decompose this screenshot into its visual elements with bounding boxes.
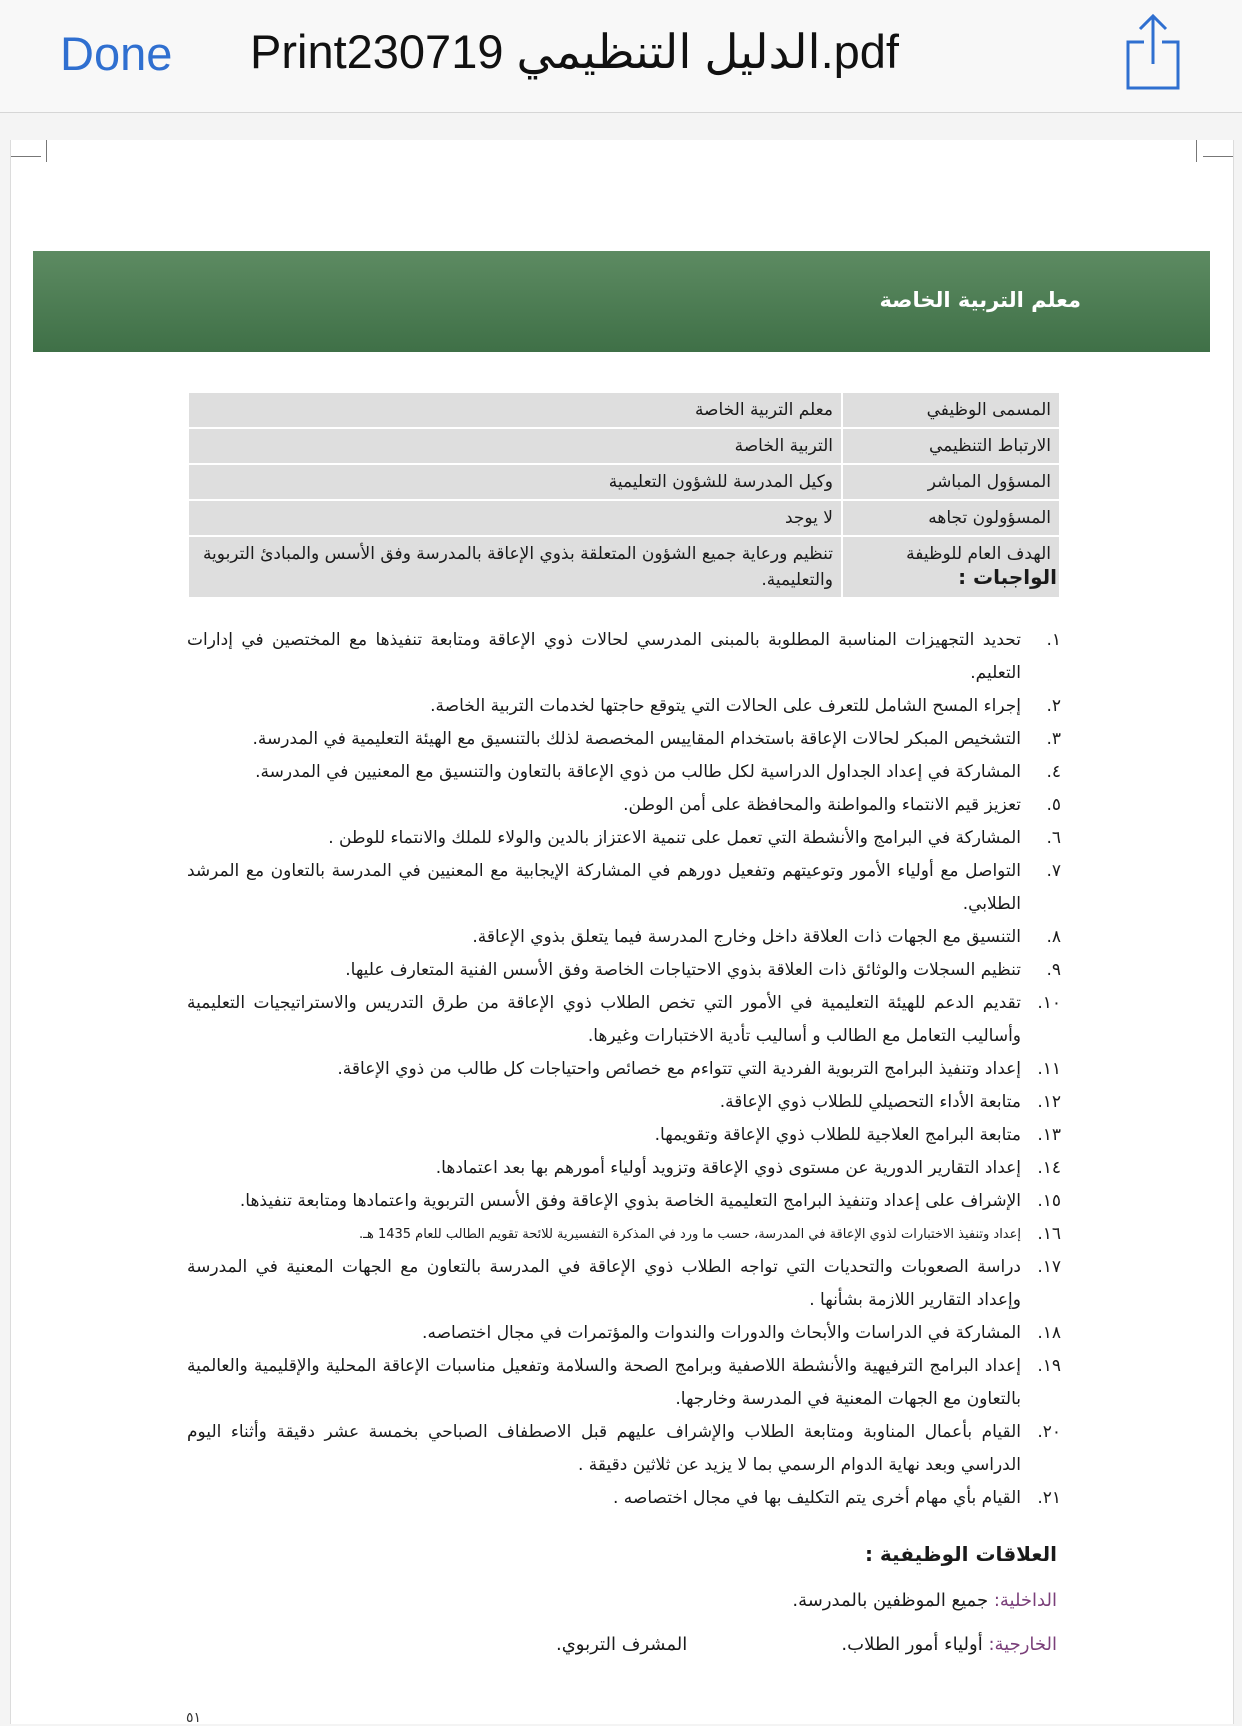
item-text: التنسيق مع الجهات ذات العلاقة داخل وخارج المدرسة فيما يتعلق بذوي الإعاقة. [472,927,1021,947]
external-label: الخارجية: [988,1634,1057,1655]
item-number: ٢. [1046,696,1061,716]
duties-heading: الواجبات : [958,565,1057,589]
list-item [187,1086,1061,1119]
item-text: التشخيص المبكر لحالات الإعاقة باستخدام المقاييس المخصصة لذلك بالتنسيق مع الهيئة التعليمية في المدرسة. [252,729,1021,749]
internal-value: جميع الموظفين بالمدرسة. [792,1590,989,1611]
item-text: المشاركة في البرامج والأنشطة التي تعمل على تنمية الاعتزاز بالدين والولاء للملك والانتماء للوطن . [328,828,1021,848]
table-row [188,500,1060,536]
item-text: الإشراف على إعداد وتنفيذ البرامج التعليمية الخاصة بذوي الإعاقة وفق الأسس التربوية واعتمادها ومتابعة تنفيذها. [239,1191,1021,1211]
info-value: لا يوجد [188,500,842,536]
list-item [187,690,1061,723]
table-row [188,464,1060,500]
crop-mark [1203,156,1233,157]
item-number: ١٢. [1037,1092,1061,1112]
item-number: ٤. [1046,762,1061,782]
item-number: ١. [1046,630,1061,650]
item-text: دراسة الصعوبات والتحديات التي تواجه الطلاب ذوي الإعاقة في المدرسة بالتعاون مع الجهات المعنية في المدرسة وإعداد التقارير اللازمة بشأنها . [187,1257,1021,1310]
item-number: ٢٠. [1037,1422,1061,1442]
item-text: إعداد وتنفيذ الاختبارات لذوي الإعاقة في المدرسة، حسب ما ورد في المذكرة التفسيرية للائحة تقويم الطالب للعام 1435 هـ. [359,1227,1021,1242]
crop-mark [11,156,41,157]
relations-heading: العلاقات الوظيفية : [864,1542,1057,1566]
item-text: إعداد البرامج الترفيهية والأنشطة اللاصفية وبرامج الصحة والسلامة وتفعيل مناسبات الإعاقة المحلية والإقليمية والعالمية بالتعاون مع الجهات المعنية في المدرسة وخارجها. [187,1356,1021,1409]
item-number: ١٠. [1037,993,1061,1013]
list-item [187,1482,1061,1515]
list-item [187,624,1061,690]
list-item [187,1053,1061,1086]
duties-list [187,624,1061,1515]
item-text: إجراء المسح الشامل للتعرف على الحالات التي يتوقع حاجتها لخدمات التربية الخاصة. [430,696,1021,716]
item-number: ٩. [1046,960,1061,980]
list-item [187,921,1061,954]
list-item [187,855,1061,921]
item-number: ٨. [1046,927,1061,947]
list-item [187,1416,1061,1482]
list-item [187,822,1061,855]
item-text: التواصل مع أولياء الأمور وتوعيتهم وتفعيل دورهم في المشاركة الإيجابية مع المعنيين في المدرسة بالتعاون مع المرشد الطلابي. [187,861,1021,914]
list-item [187,954,1061,987]
share-icon[interactable] [1120,10,1186,94]
crop-mark [46,140,47,162]
item-text: إعداد التقارير الدورية عن مستوى ذوي الإعاقة وتزويد أولياء أمورهم بها بعد اعتمادها. [435,1158,1021,1178]
list-item [187,723,1061,756]
item-number: ٢١. [1037,1488,1061,1508]
info-label: الارتباط التنظيمي [842,428,1060,464]
document-title: Print230719 الدليل التنظيمي.pdf [250,25,899,78]
list-item [187,1218,1061,1251]
item-number: ١٨. [1037,1323,1061,1343]
item-number: ١٤. [1037,1158,1061,1178]
item-number: ١١. [1037,1059,1061,1079]
info-value: التربية الخاصة [188,428,842,464]
done-button[interactable]: Done [60,27,173,80]
item-number: ١٥. [1037,1191,1061,1211]
list-item [187,756,1061,789]
item-number: ١٧. [1037,1257,1061,1277]
item-number: ١٣. [1037,1125,1061,1145]
table-row [188,428,1060,464]
list-item [187,1251,1061,1317]
item-number: ٣. [1046,729,1061,749]
item-number: ٧. [1046,861,1061,881]
list-item [187,1185,1061,1218]
info-label: المسؤولون تجاهه [842,500,1060,536]
item-number: ٦. [1046,828,1061,848]
list-item [187,1119,1061,1152]
item-text: القيام بأعمال المناوبة ومتابعة الطلاب والإشراف عليهم قبل الاصطفاف الصباحي بخمسة عشر دقيقة وأثناء اليوم الدراسي وبعد نهاية الدوام الرسمي بما لا يزيد عن ثلاثين دقيقة . [187,1422,1021,1475]
info-value: معلم التربية الخاصة [188,392,842,428]
item-text: تعزيز قيم الانتماء والمواطنة والمحافظة على أمن الوطن. [623,795,1021,815]
list-item [187,1152,1061,1185]
item-text: تقديم الدعم للهيئة التعليمية في الأمور التي تخص الطلاب ذوي الإعاقة من طرق التدريس والاستراتيجيات التعليمية وأساليب التعامل مع الطالب و أساليب تأدية الاختبارات وغيرها. [187,993,1021,1046]
info-label: المسمى الوظيفي [842,392,1060,428]
crop-mark [1196,140,1197,162]
item-text: القيام بأي مهام أخرى يتم التكليف بها في مجال اختصاصه . [613,1488,1021,1508]
item-number: ١٩. [1037,1356,1061,1376]
list-item [187,789,1061,822]
job-info-table [187,391,1061,599]
external-value-2: المشرف التربوي. [556,1634,688,1655]
info-label: المسؤول المباشر [842,464,1060,500]
item-text: تحديد التجهيزات المناسبة المطلوبة بالمبنى المدرسي لحالات ذوي الإعاقة ومتابعة تنفيذها مع المختصين في إدارات التعليم. [187,630,1021,683]
item-text: المشاركة في الدراسات والأبحاث والدورات والندوات والمؤتمرات في مجال اختصاصه. [422,1323,1021,1343]
item-number: ٥. [1046,795,1061,815]
section-title: معلم التربية الخاصة [879,288,1081,312]
table-row [188,536,1060,598]
item-text: متابعة الأداء التحصيلي للطلاب ذوي الإعاقة. [719,1092,1021,1112]
external-relations [841,1634,1057,1655]
item-text: المشاركة في إعداد الجداول الدراسية لكل طالب من ذوي الإعاقة بالتعاون والتنسيق مع المعنيين في المدرسة. [255,762,1021,782]
list-item [187,1317,1061,1350]
list-item [187,1350,1061,1416]
info-value: تنظيم ورعاية جميع الشؤون المتعلقة بذوي الإعاقة بالمدرسة وفق الأسس والمبادئ التربوية والتعليمية. [188,536,842,598]
info-value: وكيل المدرسة للشؤون التعليمية [188,464,842,500]
item-text: متابعة البرامج العلاجية للطلاب ذوي الإعاقة وتقويمها. [654,1125,1021,1145]
internal-label: الداخلية: [993,1590,1057,1611]
page-number: ٥١ [186,1710,202,1726]
list-item [187,987,1061,1053]
item-text: تنظيم السجلات والوثائق ذات العلاقة بذوي الاحتياجات الخاصة وفق الأسس الفنية المتعارف عليها. [345,960,1021,980]
viewer-toolbar [0,0,1242,113]
table-row [188,392,1060,428]
info-label: الهدف العام للوظيفة [842,536,1060,598]
external-value: أولياء أمور الطلاب. [841,1634,983,1655]
item-number: ١٦. [1037,1224,1061,1244]
item-text: إعداد وتنفيذ البرامج التربوية الفردية التي تتواءم مع خصائص واحتياجات كل طالب من ذوي الإعاقة. [337,1059,1021,1079]
pdf-page [10,140,1234,1724]
internal-relations [792,1590,1057,1611]
